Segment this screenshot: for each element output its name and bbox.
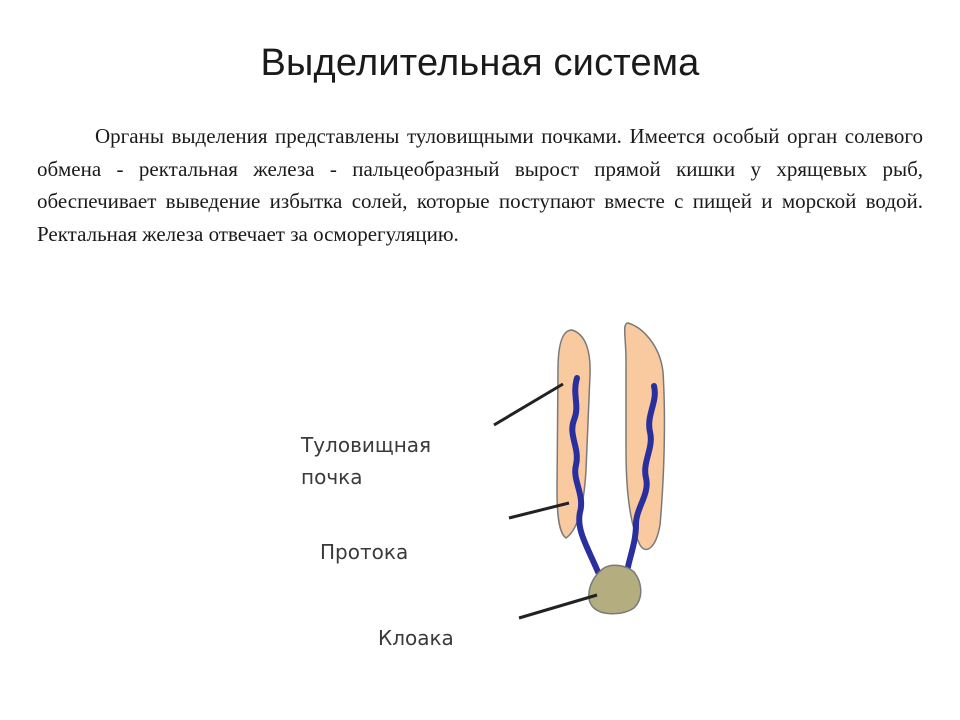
right-kidney: [625, 323, 665, 549]
slide-paragraph: Органы выделения представлены туловищными почками. Имеется особый орган солевого обмена - ректальная железа - пальцеобразный вырост прямой кишки у хрящевых рыб, обеспечивает выведение избытка солей, которые поступают вместе с пищей и морской водой. Ректальная железа отвечает за осморегуляцию.: [37, 124, 923, 246]
label-cloaca: Клоака: [378, 626, 454, 650]
slide-title: Выделительная система: [260, 42, 700, 84]
cloaca-pointer-line: [519, 595, 597, 618]
label-duct: Протока: [320, 540, 409, 564]
label-kidney-line1: Туловищная: [301, 433, 432, 457]
label-kidney-line2: почка: [301, 465, 363, 489]
kidney-pointer-line: [494, 384, 563, 425]
